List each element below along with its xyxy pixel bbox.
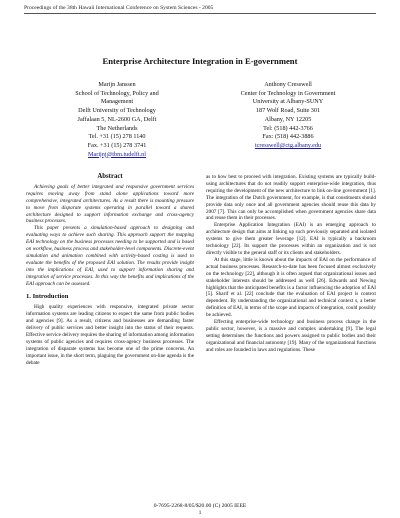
body-paragraph: as to how best to proceed with integration. Existing systems are typically build-using architectures that do not readily support enterprise-wide integration, thus requiring the development of the new architecture to link on-line government [1]. The integration of the Dutch government, for example, is that constituents should provide data only once and all government agencies should reuse this data by 2007 [7]. This can only be accomplished when government agencies share data and reuse them in their processes. [206,174,376,222]
author-university: Delft University of Technology [78,107,156,115]
author-university: University at Albany-SUNY [252,98,324,106]
author-fax: Fax. +31 (15) 278 3741 [87,141,147,149]
running-head: Proceedings of the 38th Hawaii International Conference on System Sciences - 2005 [24,5,214,11]
body-paragraph: High quality experiences with responsive, integrated private sector information systems are leading citizens to expect the same from public bodies and agencies [9]. As a result, citizens and businesses are demanding faster delivery of public services and better insight into the status of their requests. Effective service delivery requires the sharing of information among information systems of public agencies and requires cross-agency business processes. The integration of disparate systems has become one of the prime concerns. An important issue, in the short term, plaguing the government on-line agenda is the debate [26,304,195,366]
author-fax: Fax: (518) 442-3886 [262,133,314,141]
author-address: 187 Wolf Road, Suite 301 [255,107,321,115]
copyright-line: 0-7695-2268-8/05/$20.00 (C) 2005 IEEE [153,503,247,509]
author-affiliation: School of Technology, Policy and [75,89,159,97]
author-name: Marijn Janssen [98,81,136,88]
header-rule [24,13,376,14]
author-email-link[interactable]: Marijnj@tbm.tudelft.nl [88,150,146,158]
author-affiliation: Management [100,98,134,106]
author-city: Albany, NY 12205 [264,115,312,123]
paper-title: Enterprise Architecture Integration in E-government [102,56,298,66]
abstract-heading: Abstract [97,173,123,180]
author-name: Anthony Cresswell [264,81,312,88]
author-email-link[interactable]: tcresswell@ctg.albany.edu [254,141,322,149]
body-paragraph: At this stage, little is known about the impacts of EAI on the performance of actual business processes. Research-to-date has been focused almost exclusively on the technology [22], although it is often argued that organizational issues and stakeholder interests should be addressed as well [26]. Edwards and Newing highlights that the anticipated benefits is a factor influencing the adoption of EAI [5]. Sharif et al. [22] conclude that the evaluation of EAI project is context dependent. By understanding the organizational and technical context s, a better definition of EAI, in terms of the scope and impacts of integration, could possibly be achieved. [206,256,376,319]
section-heading-introduction: 1. Introduction [26,292,69,300]
page-number: 1 [198,510,202,516]
author-affiliation: Center for Technology in Government [240,89,336,97]
abstract-paragraph: This paper presents a simulation-based approach to designing and evaluating ways to achieve such sharing. This approach support the mapping EAI technology on the business processes needing to be supported and is based on workflow, business process and stakeholder-level components. Discrete-event simulation and animation combined with activity-based costing is used to evaluate the benefits of the proposed EAI solution. The results provide insight into the implications of EAI, used to support information sharing and integration of service processes. In this way the benefits and implications of the EAI approach can be assessed. [26,225,194,287]
page-footer [0,503,400,516]
left-column [26,174,194,367]
body-paragraph: Effecting enterprise-wide technology and business process change in the public sector, however, is a massive and complex undertaking [9]. The legal setting determines the functions and powers assigned to public bodies and their organizational and financial autonomy [19]. Many of the organizational functions and roles are founded in laws and regulations. These [206,319,376,353]
author-country: The Netherlands [96,124,138,132]
body-paragraph: Enterprise Application Integration (EAI) is an emerging approach to architecture design that aims at linking up such previously separated and isolated systems to give them greater leverage [12]. EAI is typically a backroom technology [22]. Its support the processes within an organization and is not directly visible to the general staff or its clients and stakeholders. [206,222,376,256]
author-block-left [26,81,208,159]
author-phone: Tel. +31 (15) 278 1140 [88,133,146,141]
abstract-paragraph: Achieving goals of better integrated and responsive government services requires moving away from stand alone applications toward more comprehensive, integrated architectures. As a result there is mounting pressure to move from disparate systems operating in parallel toward a shared architecture designed to support information exchange and cross-agency business processes. [26,183,194,225]
author-phone: Tel: (518) 442-3766 [263,124,313,132]
author-block-right [198,81,378,151]
author-address: Jaffalaan 5, NL-2600 GA, Delft [77,115,157,123]
right-column [206,174,376,354]
